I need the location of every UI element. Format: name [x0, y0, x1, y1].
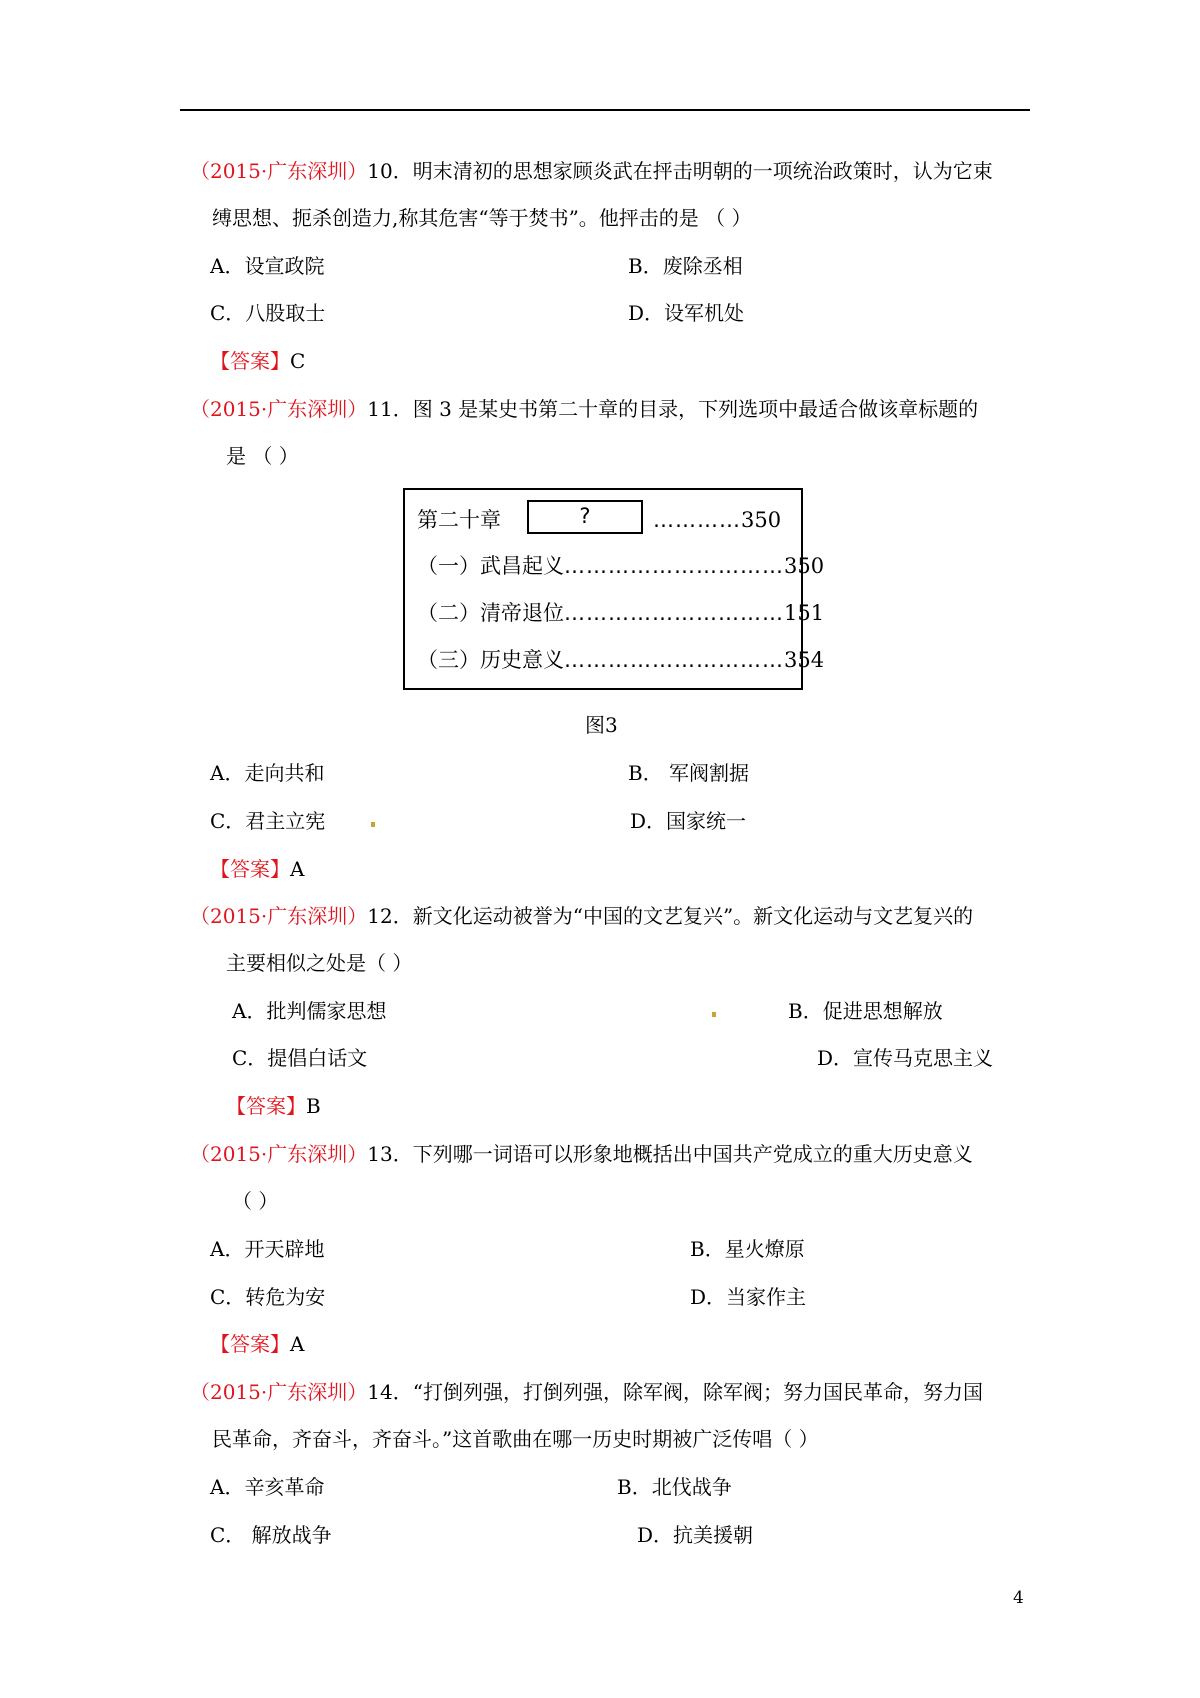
answer-label: 【答案】 [210, 349, 290, 373]
option-b: B．星火燎原 [690, 1237, 805, 1261]
question-14-line-2: 民革命，齐奋斗，齐奋斗。”这首歌曲在哪一历史时期被广泛传唱（ ） [212, 1427, 819, 1451]
question-13-line-2: （ ） [232, 1189, 279, 1213]
option-c: C．提倡白话文 [232, 1046, 368, 1070]
question-14-line-1 [190, 1379, 983, 1405]
question-13-line-1 [190, 1141, 973, 1167]
chapter-page: 350 [741, 508, 782, 532]
question-stem: 10．明末清初的思想家顾炎武在抨击明朝的一项统治政策时，认为它束 [367, 159, 993, 183]
question-source: （2015·广东深圳） [190, 397, 368, 421]
answer-label: 【答案】 [226, 1094, 306, 1118]
answer-value: C [290, 349, 306, 373]
header-rule [180, 109, 1030, 111]
question-11-line-1 [190, 396, 978, 422]
leader-dots: ………………………… [564, 601, 784, 625]
answer-label: 【答案】 [210, 857, 290, 881]
figure-caption: 图3 [585, 713, 618, 737]
option-b: B． 军阀割据 [628, 761, 750, 785]
scan-speck [712, 1012, 716, 1017]
option-d: D．宣传马克思主义 [817, 1046, 994, 1070]
toc-entry-label: （三）历史意义 [417, 648, 564, 672]
option-a: A．开天辟地 [210, 1237, 325, 1261]
page-number: 4 [1013, 1588, 1024, 1608]
toc-entry-2 [417, 599, 824, 627]
toc-entry-label: （二）清帝退位 [417, 601, 564, 625]
answer-value: A [290, 857, 305, 881]
question-12-line-1 [190, 903, 973, 929]
leader-dots: ………… [653, 508, 741, 532]
option-d: D．当家作主 [690, 1285, 807, 1309]
option-a: A．辛亥革命 [210, 1475, 325, 1499]
option-c: C． 解放战争 [210, 1523, 332, 1547]
toc-entry-page: 354 [784, 648, 825, 672]
option-d: D．设军机处 [628, 301, 745, 325]
answer [210, 856, 304, 882]
option-c: C．转危为安 [210, 1285, 326, 1309]
option-b: B．促进思想解放 [788, 999, 943, 1023]
question-stem: 11．图 3 是某史书第二十章的目录，下列选项中最适合做该章标题的 [367, 397, 979, 421]
question-stem: 12．新文化运动被誉为“中国的文艺复兴”。新文化运动与文艺复兴的 [367, 904, 974, 928]
option-b: B．废除丞相 [628, 254, 743, 278]
scan-speck [371, 822, 375, 827]
question-source: （2015·广东深圳） [190, 1380, 368, 1404]
leader-dots: ………………………… [564, 648, 784, 672]
table-of-contents-figure [403, 488, 825, 690]
question-11-line-2: 是 （ ） [226, 444, 299, 468]
question-stem: 13．下列哪一词语可以形象地概括出中国共产党成立的重大历史意义 [367, 1142, 973, 1166]
toc-entry-page: 151 [784, 601, 825, 625]
title-placeholder-box: ? [527, 500, 643, 534]
toc-entry-label: （一）武昌起义 [417, 554, 564, 578]
chapter-label: 第二十章 [417, 508, 501, 532]
question-source: （2015·广东深圳） [190, 904, 368, 928]
option-d: D．抗美援朝 [637, 1523, 754, 1547]
chapter-row [417, 506, 501, 534]
toc-entry-1 [417, 552, 824, 580]
chapter-dots-row [653, 506, 781, 534]
answer-value: B [306, 1094, 321, 1118]
leader-dots: ………………………… [564, 554, 784, 578]
answer [226, 1093, 321, 1119]
option-c: C．八股取士 [210, 301, 326, 325]
answer [210, 348, 305, 374]
question-10-line-2: 缚思想、扼杀创造力,称其危害“等于焚书”。他抨击的是 （ ） [212, 206, 752, 230]
option-b: B．北伐战争 [617, 1475, 732, 1499]
option-a: A．设宣政院 [210, 254, 325, 278]
option-d: D．国家统一 [630, 809, 747, 833]
toc-entry-page: 350 [784, 554, 825, 578]
question-source: （2015·广东深圳） [190, 1142, 368, 1166]
question-12-line-2: 主要相似之处是（ ） [226, 951, 413, 975]
question-source: （2015·广东深圳） [190, 159, 368, 183]
option-a: A．批判儒家思想 [232, 999, 387, 1023]
answer [210, 1331, 304, 1357]
option-a: A．走向共和 [210, 761, 325, 785]
answer-value: A [290, 1332, 305, 1356]
question-10-line-1 [190, 158, 993, 184]
answer-label: 【答案】 [210, 1332, 290, 1356]
toc-entry-3 [417, 646, 824, 674]
question-stem: 14．“打倒列强，打倒列强，除军阀，除军阀；努力国民革命，努力国 [367, 1380, 983, 1404]
option-c: C．君主立宪 [210, 809, 326, 833]
